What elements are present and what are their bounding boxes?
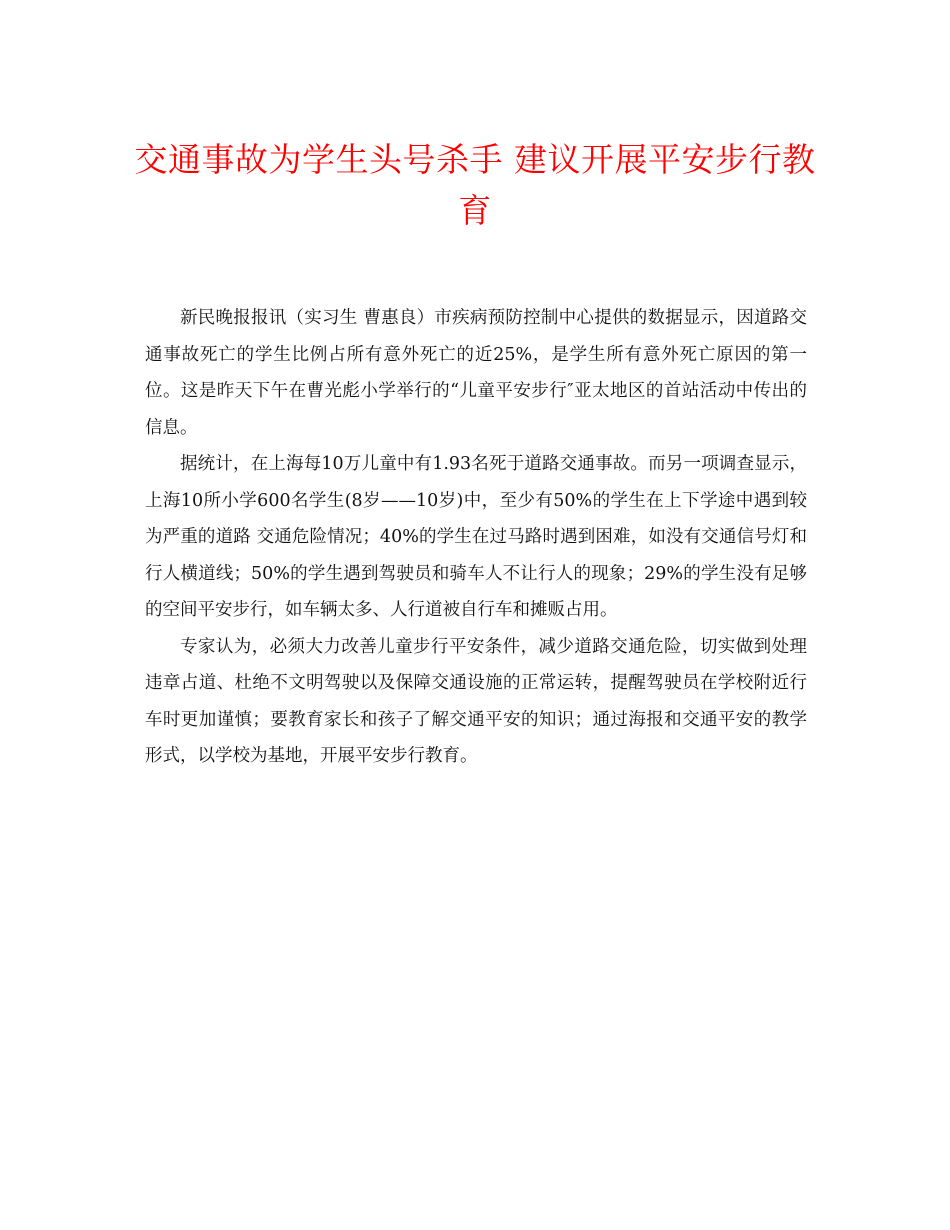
document-body [145,300,807,775]
paragraph-1: 新民晚报报讯（实习生 曹惠良）市疾病预防控制中心提供的数据显示，因道路交通事故死亡的学生比例占所有意外死亡的近25%，是学生所有意外死亡原因的第一位。这是昨天下午在曹光彪小学举行的“儿童平安步行″亚太地区的首站活动中传出的信息。 [145,308,807,438]
document-title: 交通事故为学生头号杀手 建议开展平安步行教育 [134,140,816,230]
paragraph-2: 据统计，在上海每10万儿童中有1.93名死于道路交通事故。而另一项调查显示，上海10所小学600名学生(8岁——10岁)中，至少有50%的学生在上下学途中遇到较为严重的道路 交通危险情况；40%的学生在过马路时遇到困难，如没有交通信号灯和行人横道线；50%的学生遇到驾驶员和骑车人不让行人的现象；29%的学生没有足够的空间平安步行，如车辆太多、人行道被自行车和摊贩占用。 [145,454,807,620]
paragraph-3: 专家认为，必须大力改善儿童步行平安条件，减少道路交通危险，切实做到处理违章占道、杜绝不文明驾驶以及保障交通设施的正常运转，提醒驾驶员在学校附近行车时更加谨慎；要教育家长和孩子了解交通平安的知识；通过海报和交通平安的教学形式，以学校为基地，开展平安步行教育。 [145,636,807,766]
